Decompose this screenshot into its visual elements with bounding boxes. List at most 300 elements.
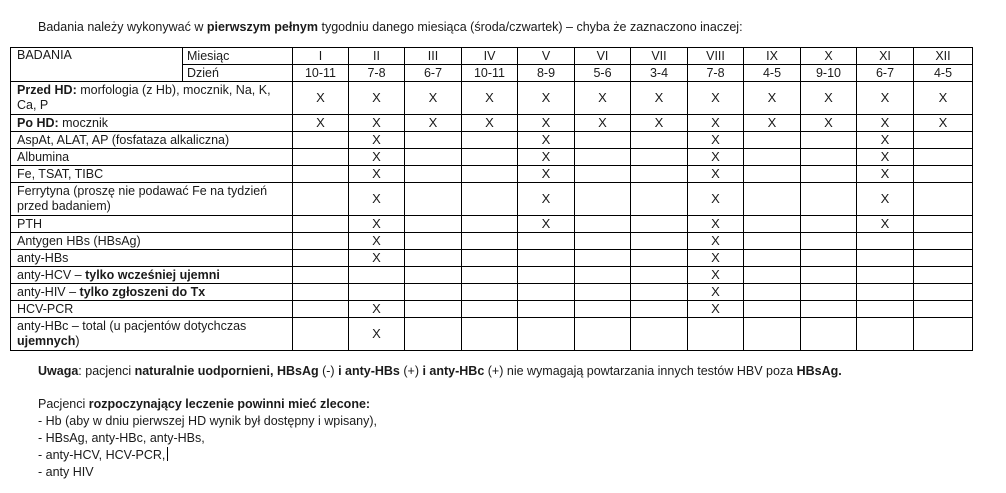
schedule-cell: [575, 250, 631, 267]
x-mark: X: [880, 216, 890, 231]
intro-bold: pierwszym pełnym: [206, 20, 318, 34]
month-cell: III: [405, 48, 462, 65]
intro-text: [38, 20, 743, 34]
schedule-cell: [293, 301, 349, 318]
x-mark: X: [654, 90, 664, 105]
x-mark: X: [485, 90, 494, 105]
schedule-cell: [744, 82, 801, 115]
schedule-cell: [801, 301, 857, 318]
note-part-4: i anty-HBs: [338, 364, 400, 378]
x-mark: X: [824, 90, 833, 105]
schedule-cell: [914, 318, 973, 351]
test-name: [11, 132, 293, 149]
test-name-part-0: Ferrytyna (proszę nie podawać Fe na tydzień przed badaniem): [17, 184, 268, 213]
schedule-cell: [801, 166, 857, 183]
schedule-cell: [293, 233, 349, 250]
day-cell: 10-11: [293, 65, 349, 82]
x-mark: X: [372, 166, 381, 181]
schedule-cell: [518, 318, 575, 351]
schedule-cell: [462, 267, 518, 284]
schedule-cell: [293, 149, 349, 166]
schedule-cell: [349, 166, 405, 183]
schedule-cell: [575, 115, 631, 132]
schedule-cell: [631, 250, 688, 267]
schedule-cell: [688, 318, 744, 351]
test-name: [11, 284, 293, 301]
schedule-cell: [462, 318, 518, 351]
x-mark: X: [541, 115, 551, 130]
schedule-cell: [405, 149, 462, 166]
schedule-cell: [631, 301, 688, 318]
test-name-part-2: ): [75, 334, 80, 348]
schedule-cell: [801, 267, 857, 284]
schedule-cell: [575, 166, 631, 183]
schedule-cell: [801, 82, 857, 115]
month-cell: VII: [631, 48, 688, 65]
schedule-cell: [857, 284, 914, 301]
schedule-cell: [631, 82, 688, 115]
schedule-cell: [688, 233, 744, 250]
schedule-cell: [405, 166, 462, 183]
schedule-cell: [405, 233, 462, 250]
schedule-cell: [914, 132, 973, 149]
schedule-cell: [349, 132, 405, 149]
schedule-cell: [518, 267, 575, 284]
schedule-cell: [405, 318, 462, 351]
schedule-cell: [405, 82, 462, 115]
schedule-cell: [462, 284, 518, 301]
test-row: [11, 166, 973, 183]
schedule-cell: [575, 149, 631, 166]
intro-suffix: tygodniu danego miesiąca (środa/czwartek) – chyba że zaznaczono inaczej:: [318, 20, 743, 34]
note-part-0: Uwaga: [38, 364, 79, 378]
test-name-part-1: ujemnych: [17, 334, 76, 348]
x-mark: X: [711, 191, 720, 206]
schedule-cell: [857, 250, 914, 267]
schedule-cell: [857, 115, 914, 132]
schedule-cell: [857, 318, 914, 351]
instruction-item: [38, 430, 377, 447]
schedule-cell: [349, 149, 405, 166]
schedule-cell: [688, 82, 744, 115]
month-label: Miesiąc: [183, 48, 293, 65]
schedule-cell: [914, 166, 973, 183]
schedule-cell: [405, 250, 462, 267]
instruction-list: [38, 413, 377, 481]
schedule-cell: [631, 284, 688, 301]
schedule-cell: [575, 82, 631, 115]
note-paragraph: [38, 364, 842, 378]
schedule-cell: [462, 301, 518, 318]
schedule-cell: [914, 267, 973, 284]
schedule-cell: [914, 233, 973, 250]
schedule-cell: [518, 132, 575, 149]
x-mark: X: [372, 326, 381, 341]
test-row: [11, 233, 973, 250]
schedule-cell: [688, 284, 744, 301]
x-mark: X: [372, 216, 381, 231]
schedule-cell: [631, 183, 688, 216]
schedule-cell: [293, 132, 349, 149]
badania-header: BADANIA: [11, 48, 183, 82]
schedule-cell: [405, 284, 462, 301]
test-name: [11, 183, 293, 216]
schedule-cell: [405, 301, 462, 318]
schedule-cell: [575, 301, 631, 318]
x-mark: X: [711, 166, 720, 181]
test-name: [11, 216, 293, 233]
schedule-cell: [631, 318, 688, 351]
day-cell: 6-7: [405, 65, 462, 82]
x-mark: X: [711, 233, 720, 248]
schedule-cell: [462, 233, 518, 250]
schedule-cell: [462, 166, 518, 183]
test-row: [11, 301, 973, 318]
test-name-part-0: Albumina: [17, 149, 70, 164]
month-cell: I: [293, 48, 349, 65]
day-cell: 9-10: [801, 65, 857, 82]
schedule-cell: [631, 132, 688, 149]
schedule-cell: [293, 82, 349, 115]
test-row: [11, 82, 973, 115]
day-cell: 5-6: [575, 65, 631, 82]
schedule-cell: [462, 132, 518, 149]
schedule-cell: [575, 318, 631, 351]
months-row: [11, 48, 973, 65]
x-mark: X: [938, 90, 948, 105]
schedule-cell: [801, 183, 857, 216]
x-mark: X: [372, 90, 381, 105]
schedule-cell: [518, 284, 575, 301]
schedule-cell: [857, 166, 914, 183]
test-name-part-0: anty-HBs: [17, 250, 69, 265]
schedule-cell: [349, 233, 405, 250]
test-name-part-0: Fe, TSAT, TIBC: [17, 166, 104, 181]
schedule-cell: [801, 284, 857, 301]
x-mark: X: [428, 115, 438, 130]
instructions: [38, 396, 377, 481]
x-mark: X: [541, 191, 551, 206]
test-name-part-0: Przed HD:: [17, 83, 77, 97]
schedule-cell: [462, 250, 518, 267]
test-name-part-1: mocznik: [58, 115, 108, 130]
schedule-cell: [631, 267, 688, 284]
schedule-cell: [688, 166, 744, 183]
schedule-cell: [518, 233, 575, 250]
schedule-cell: [688, 301, 744, 318]
instruction-item: [38, 447, 377, 464]
test-row: [11, 149, 973, 166]
instruction-item-text: - Hb (aby w dniu pierwszej HD wynik był dostępny i wpisany),: [38, 414, 378, 428]
test-name-part-1: tylko zgłoszeni do Tx: [79, 284, 206, 299]
schedule-cell: [462, 115, 518, 132]
schedule-cell: [349, 301, 405, 318]
instruction-item: [38, 464, 377, 481]
test-name-part-0: anty-HIV –: [17, 284, 80, 299]
schedule-cell: [293, 166, 349, 183]
x-mark: X: [711, 216, 720, 231]
x-mark: X: [372, 132, 381, 147]
x-mark: X: [767, 90, 777, 105]
x-mark: X: [880, 191, 890, 206]
schedule-cell: [857, 233, 914, 250]
schedule-cell: [349, 82, 405, 115]
x-mark: X: [372, 233, 381, 248]
x-mark: X: [485, 115, 494, 130]
x-mark: X: [541, 166, 551, 181]
schedule-cell: [744, 267, 801, 284]
day-cell: 10-11: [462, 65, 518, 82]
schedule-cell: [857, 183, 914, 216]
schedule-cell: [744, 132, 801, 149]
note-part-9: HBsAg.: [796, 364, 842, 378]
schedule-cell: [744, 183, 801, 216]
note-part-8: nie wymagają powtarzania innych testów HBV poza: [506, 364, 797, 378]
schedule-cell: [688, 132, 744, 149]
instruction-item-text: - anty-HCV, HCV-PCR,: [38, 448, 166, 462]
x-mark: X: [598, 90, 607, 105]
schedule-cell: [801, 149, 857, 166]
x-mark: X: [711, 250, 720, 265]
schedule-cell: [631, 149, 688, 166]
x-mark: X: [711, 132, 720, 147]
schedule-cell: [688, 183, 744, 216]
schedule-cell: [801, 233, 857, 250]
day-cell: 7-8: [349, 65, 405, 82]
test-name-part-0: HCV-PCR: [17, 301, 74, 316]
test-name: [11, 318, 293, 351]
month-cell: VI: [575, 48, 631, 65]
test-name: [11, 250, 293, 267]
month-cell: XI: [857, 48, 914, 65]
schedule-cell: [518, 149, 575, 166]
month-cell: VIII: [688, 48, 744, 65]
schedule-cell: [914, 284, 973, 301]
schedule-cell: [801, 132, 857, 149]
x-mark: X: [711, 284, 720, 299]
test-name-part-1: tylko wcześniej ujemni: [85, 267, 220, 282]
day-cell: 3-4: [631, 65, 688, 82]
schedule-cell: [857, 301, 914, 318]
schedule-cell: [914, 82, 973, 115]
test-row: [11, 284, 973, 301]
schedule-cell: [688, 267, 744, 284]
instructions-heading: [38, 396, 377, 413]
test-name-part-0: anty-HCV –: [17, 267, 86, 282]
schedule-cell: [462, 183, 518, 216]
schedule-cell: [405, 183, 462, 216]
x-mark: X: [711, 115, 720, 130]
test-name: [11, 166, 293, 183]
schedule-cell: [462, 149, 518, 166]
schedule-cell: [914, 250, 973, 267]
x-mark: X: [711, 149, 720, 164]
schedule-cell: [349, 216, 405, 233]
schedule-cell: [518, 301, 575, 318]
schedule-cell: [631, 166, 688, 183]
intro-prefix: Badania należy wykonywać w: [38, 20, 207, 34]
schedule-cell: [914, 216, 973, 233]
month-cell: V: [518, 48, 575, 65]
schedule-cell: [293, 183, 349, 216]
schedule-cell: [575, 132, 631, 149]
test-name: [11, 149, 293, 166]
schedule-cell: [575, 216, 631, 233]
schedule-cell: [405, 216, 462, 233]
test-row: [11, 216, 973, 233]
x-mark: X: [541, 90, 551, 105]
schedule-cell: [293, 250, 349, 267]
schedule-cell: [575, 284, 631, 301]
schedule-cell: [405, 132, 462, 149]
x-mark: X: [880, 115, 890, 130]
x-mark: X: [711, 90, 720, 105]
schedule-cell: [801, 216, 857, 233]
month-cell: XII: [914, 48, 973, 65]
test-row: [11, 250, 973, 267]
test-name: [11, 267, 293, 284]
x-mark: X: [541, 132, 551, 147]
schedule-cell: [349, 250, 405, 267]
schedule-cell: [914, 115, 973, 132]
schedule-cell: [293, 284, 349, 301]
schedule-cell: [631, 216, 688, 233]
schedule-cell: [293, 267, 349, 284]
schedule-cell: [518, 166, 575, 183]
x-mark: X: [372, 191, 381, 206]
x-mark: X: [372, 301, 381, 316]
x-mark: X: [372, 115, 381, 130]
schedule-cell: [349, 267, 405, 284]
month-cell: X: [801, 48, 857, 65]
schedule-cell: [744, 233, 801, 250]
test-name-part-0: Po HD:: [17, 115, 59, 130]
month-cell: IX: [744, 48, 801, 65]
x-mark: X: [316, 115, 325, 130]
x-mark: X: [880, 132, 890, 147]
note-part-2: naturalnie uodpornieni, HBsAg: [134, 364, 319, 378]
x-mark: X: [654, 115, 664, 130]
test-name-part-0: PTH: [17, 216, 42, 231]
schedule-cell: [405, 267, 462, 284]
schedule-cell: [857, 149, 914, 166]
schedule-cell: [575, 233, 631, 250]
schedule-cell: [688, 115, 744, 132]
x-mark: X: [598, 115, 607, 130]
day-cell: 6-7: [857, 65, 914, 82]
instruction-item-text: - anty HIV: [38, 465, 94, 479]
schedule-cell: [293, 216, 349, 233]
schedule-cell: [518, 250, 575, 267]
schedule-cell: [914, 183, 973, 216]
schedule-cell: [349, 115, 405, 132]
x-mark: X: [938, 115, 948, 130]
schedule-cell: [349, 284, 405, 301]
month-cell: IV: [462, 48, 518, 65]
schedule-cell: [914, 301, 973, 318]
instructions-heading-part-0: Pacjenci: [38, 397, 89, 411]
schedule-cell: [518, 115, 575, 132]
schedule-cell: [688, 250, 744, 267]
test-name: [11, 115, 293, 132]
x-mark: X: [541, 149, 551, 164]
schedule-cell: [518, 183, 575, 216]
test-name: [11, 233, 293, 250]
month-cell: II: [349, 48, 405, 65]
schedule-cell: [631, 233, 688, 250]
schedule-cell: [518, 82, 575, 115]
day-label: Dzień: [183, 65, 293, 82]
schedule-cell: [744, 301, 801, 318]
test-name-part-0: AspAt, ALAT, AP (fosfataza alkaliczna): [17, 132, 230, 147]
x-mark: X: [767, 115, 777, 130]
schedule-cell: [744, 216, 801, 233]
x-mark: X: [541, 216, 551, 231]
schedule-cell: [349, 318, 405, 351]
schedule-cell: [349, 183, 405, 216]
schedule-cell: [801, 318, 857, 351]
schedule-cell: [688, 216, 744, 233]
test-row: [11, 183, 973, 216]
instructions-heading-part-1: rozpoczynający leczenie powinni mieć zlecone:: [88, 397, 371, 411]
schedule-cell: [744, 250, 801, 267]
schedule-cell: [914, 149, 973, 166]
x-mark: X: [880, 166, 890, 181]
x-mark: X: [372, 149, 381, 164]
schedule-cell: [575, 183, 631, 216]
note-part-7: (+): [484, 364, 507, 378]
schedule-table: [10, 47, 973, 351]
schedule-cell: [744, 115, 801, 132]
schedule-cell: [405, 115, 462, 132]
test-row: [11, 115, 973, 132]
test-name-part-1: morfologia (z Hb), mocznik, Na, K, Ca, P: [17, 83, 271, 112]
schedule-cell: [744, 166, 801, 183]
test-name: [11, 301, 293, 318]
x-mark: X: [372, 250, 381, 265]
schedule-cell: [744, 149, 801, 166]
schedule-cell: [293, 115, 349, 132]
schedule-cell: [518, 216, 575, 233]
text-cursor: [167, 447, 168, 461]
day-cell: 4-5: [914, 65, 973, 82]
schedule-cell: [462, 216, 518, 233]
schedule-cell: [462, 82, 518, 115]
schedule-cell: [293, 318, 349, 351]
test-name-part-0: Antygen HBs (HBsAg): [17, 233, 141, 248]
schedule-cell: [575, 267, 631, 284]
schedule-cell: [857, 82, 914, 115]
test-name: [11, 82, 293, 115]
note-part-6: i anty-HBc: [422, 364, 485, 378]
schedule-cell: [801, 250, 857, 267]
schedule-cell: [857, 216, 914, 233]
instruction-item-text: - HBsAg, anty-HBc, anty-HBs,: [38, 431, 205, 445]
x-mark: X: [711, 267, 720, 282]
test-name-part-0: anty-HBc – total (u pacjentów dotychczas: [17, 319, 247, 333]
note-part-1: : pacjenci: [78, 364, 135, 378]
instruction-item: [38, 413, 377, 430]
schedule-cell: [688, 149, 744, 166]
note-part-5: (+): [399, 364, 423, 378]
x-mark: X: [880, 149, 890, 164]
x-mark: X: [824, 115, 833, 130]
schedule-cell: [631, 115, 688, 132]
test-row: [11, 267, 973, 284]
schedule-cell: [857, 132, 914, 149]
x-mark: X: [711, 301, 720, 316]
day-cell: 4-5: [744, 65, 801, 82]
